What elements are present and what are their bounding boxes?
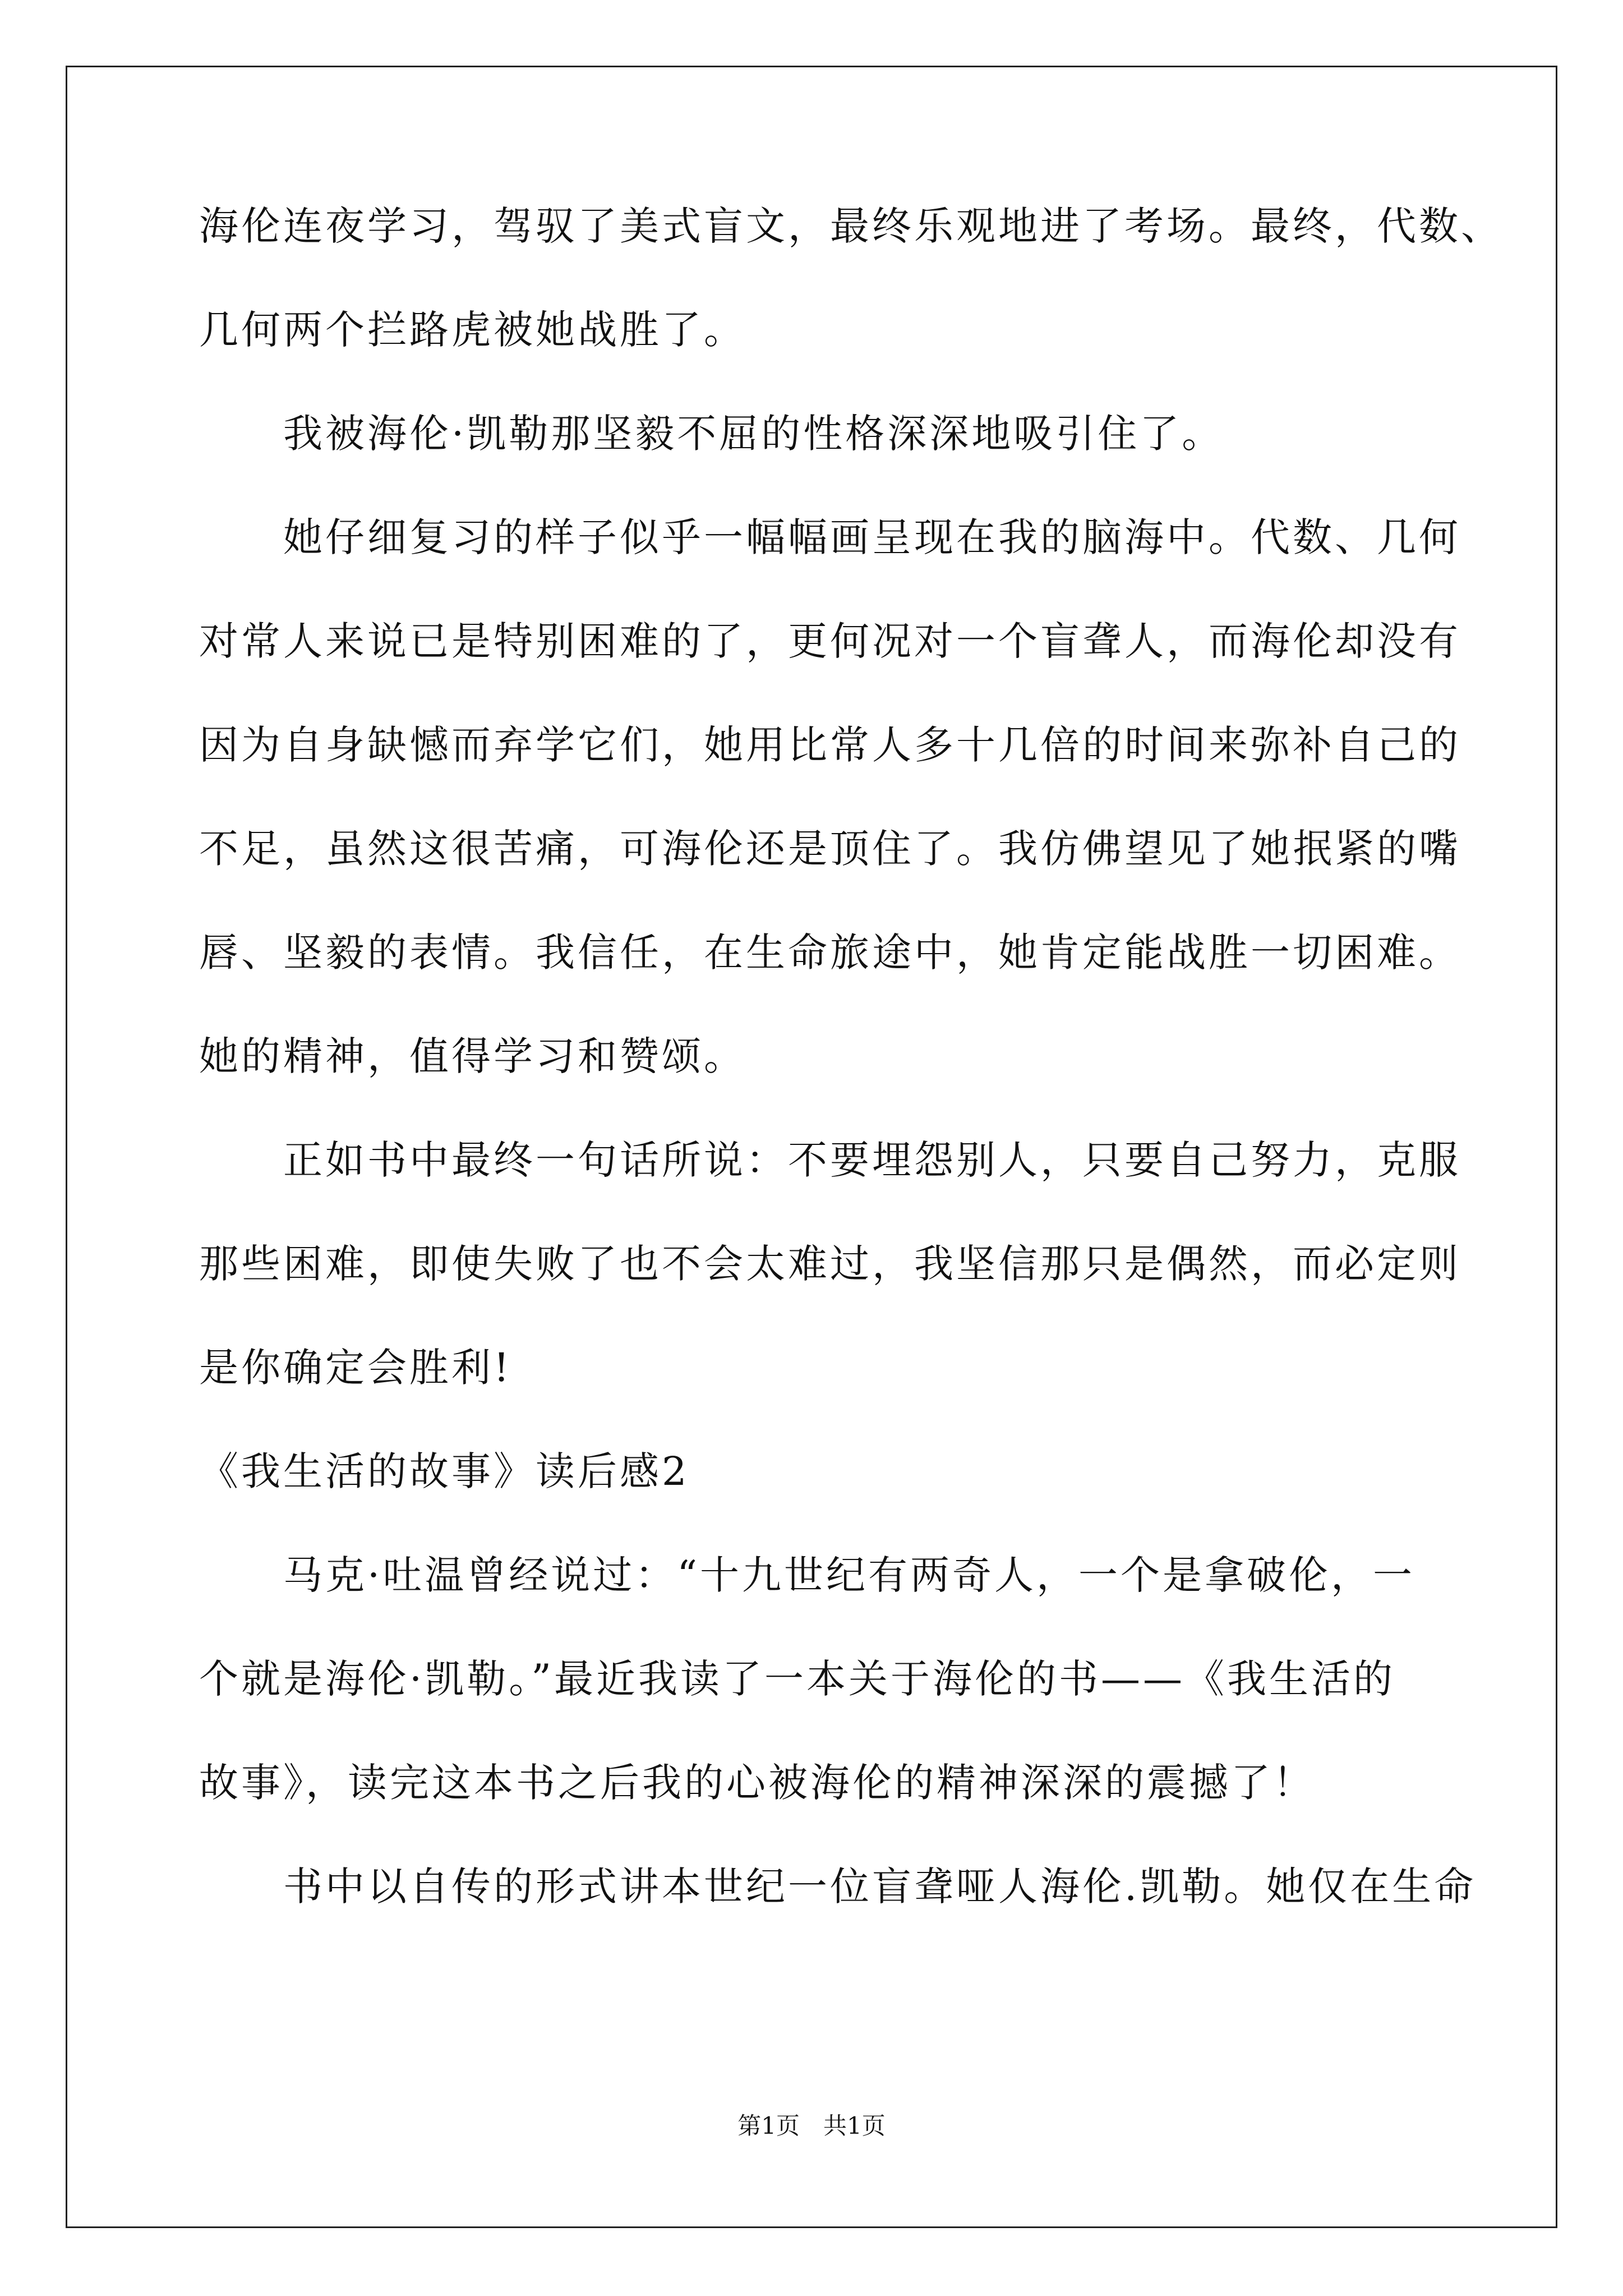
text-line: 因为自身缺憾而弃学它们，她用比常人多十几倍的时间来弥补自己的	[199, 722, 1461, 768]
text-line: 对常人来说已是特别困难的了，更何况对一个盲聋人，而海伦却没有	[199, 618, 1461, 664]
paragraph-line: 我被海伦·凯勒那坚毅不屈的性格深深地吸引住了。	[283, 411, 1224, 457]
text-line: 几何两个拦路虎被她战胜了。	[199, 307, 746, 353]
paragraph-line: 她仔细复习的样子似乎一幅幅画呈现在我的脑海中。代数、几何	[283, 514, 1461, 560]
section-heading: 《我生活的故事》读后感2	[199, 1448, 690, 1494]
paragraph-line: 正如书中最终一句话所说：不要埋怨别人，只要自己努力，克服	[283, 1137, 1461, 1183]
text-line: 唇、坚毅的表情。我信任，在生命旅途中，她肯定能战胜一切困难。	[199, 930, 1461, 976]
text-line: 是你确定会胜利!	[199, 1345, 513, 1391]
text-line: 她的精神，值得学习和赞颂。	[199, 1033, 746, 1079]
paragraph-line: 书中以自传的形式讲本世纪一位盲聋哑人海伦.凯勒。她仅在生命	[283, 1864, 1477, 1910]
text-line: 故事》，读完这本书之后我的心被海伦的精神深深的震撼了！	[199, 1760, 1315, 1806]
text-line: 海伦连夜学习，驾驭了美式盲文，最终乐观地进了考场。最终，代数、	[199, 203, 1503, 249]
paragraph-line: 马克·吐温曾经说过：“十九世纪有两奇人，一个是拿破伦，一	[283, 1552, 1415, 1598]
text-line: 个就是海伦·凯勒。”最近我读了一本关于海伦的书——《我生活的	[199, 1656, 1396, 1702]
page-number: 第1页 共1页	[737, 2112, 886, 2139]
text-line: 那些困难，即使失败了也不会太难过，我坚信那只是偶然，而必定则	[199, 1241, 1461, 1287]
text-line: 不足，虽然这很苦痛，可海伦还是顶住了。我仿佛望见了她抿紧的嘴	[199, 826, 1461, 872]
